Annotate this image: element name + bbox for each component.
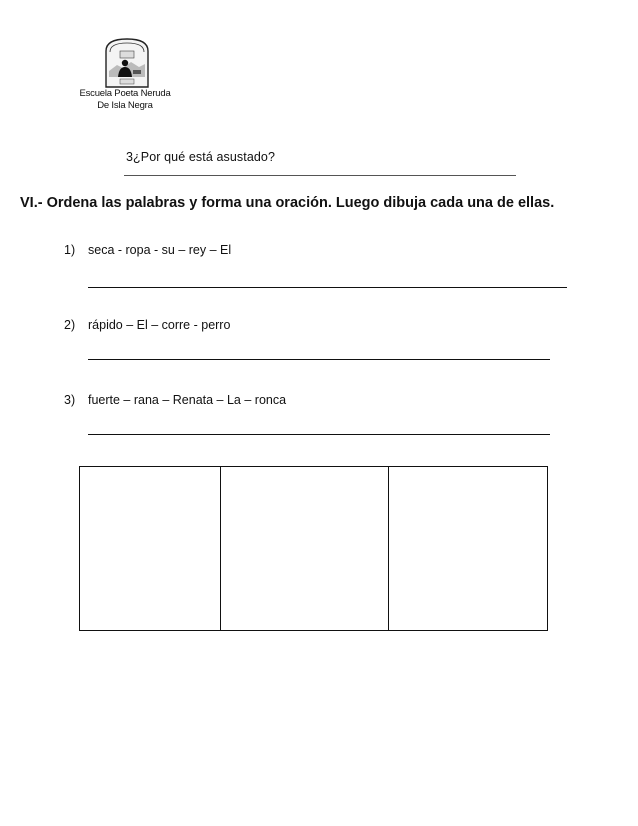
exercise-item-2 [64,318,230,332]
exercise-item-3 [64,393,286,407]
item-words: rápido – El – corre - perro [88,318,231,332]
school-name-line2: De Isla Negra [97,100,153,111]
question-3-text: 3¿Por qué está asustado? [126,150,276,164]
exercise-item-1 [64,243,231,257]
item-words: fuerte – rana – Renata – La – ronca [88,393,287,407]
answer-line-3[interactable] [88,434,550,435]
answer-line-2[interactable] [88,359,550,360]
item-number: 1) [64,243,76,257]
question-3-answer-line [124,175,516,176]
answer-line-1[interactable] [88,287,567,288]
section-heading: VI.- Ordena las palabras y forma una oración. Luego dibuja cada una de ellas. [20,195,555,211]
drawing-table [79,466,548,631]
drawing-box-3[interactable] [389,467,547,630]
drawing-box-1[interactable] [80,467,221,630]
school-name [70,88,180,112]
school-crest-logo [103,37,151,89]
school-name-line1: Escuela Poeta Neruda [79,88,171,99]
drawing-box-2[interactable] [221,467,389,630]
item-number: 2) [64,318,76,332]
item-number: 3) [64,393,76,407]
item-words: seca - ropa - su – rey – El [88,243,232,257]
